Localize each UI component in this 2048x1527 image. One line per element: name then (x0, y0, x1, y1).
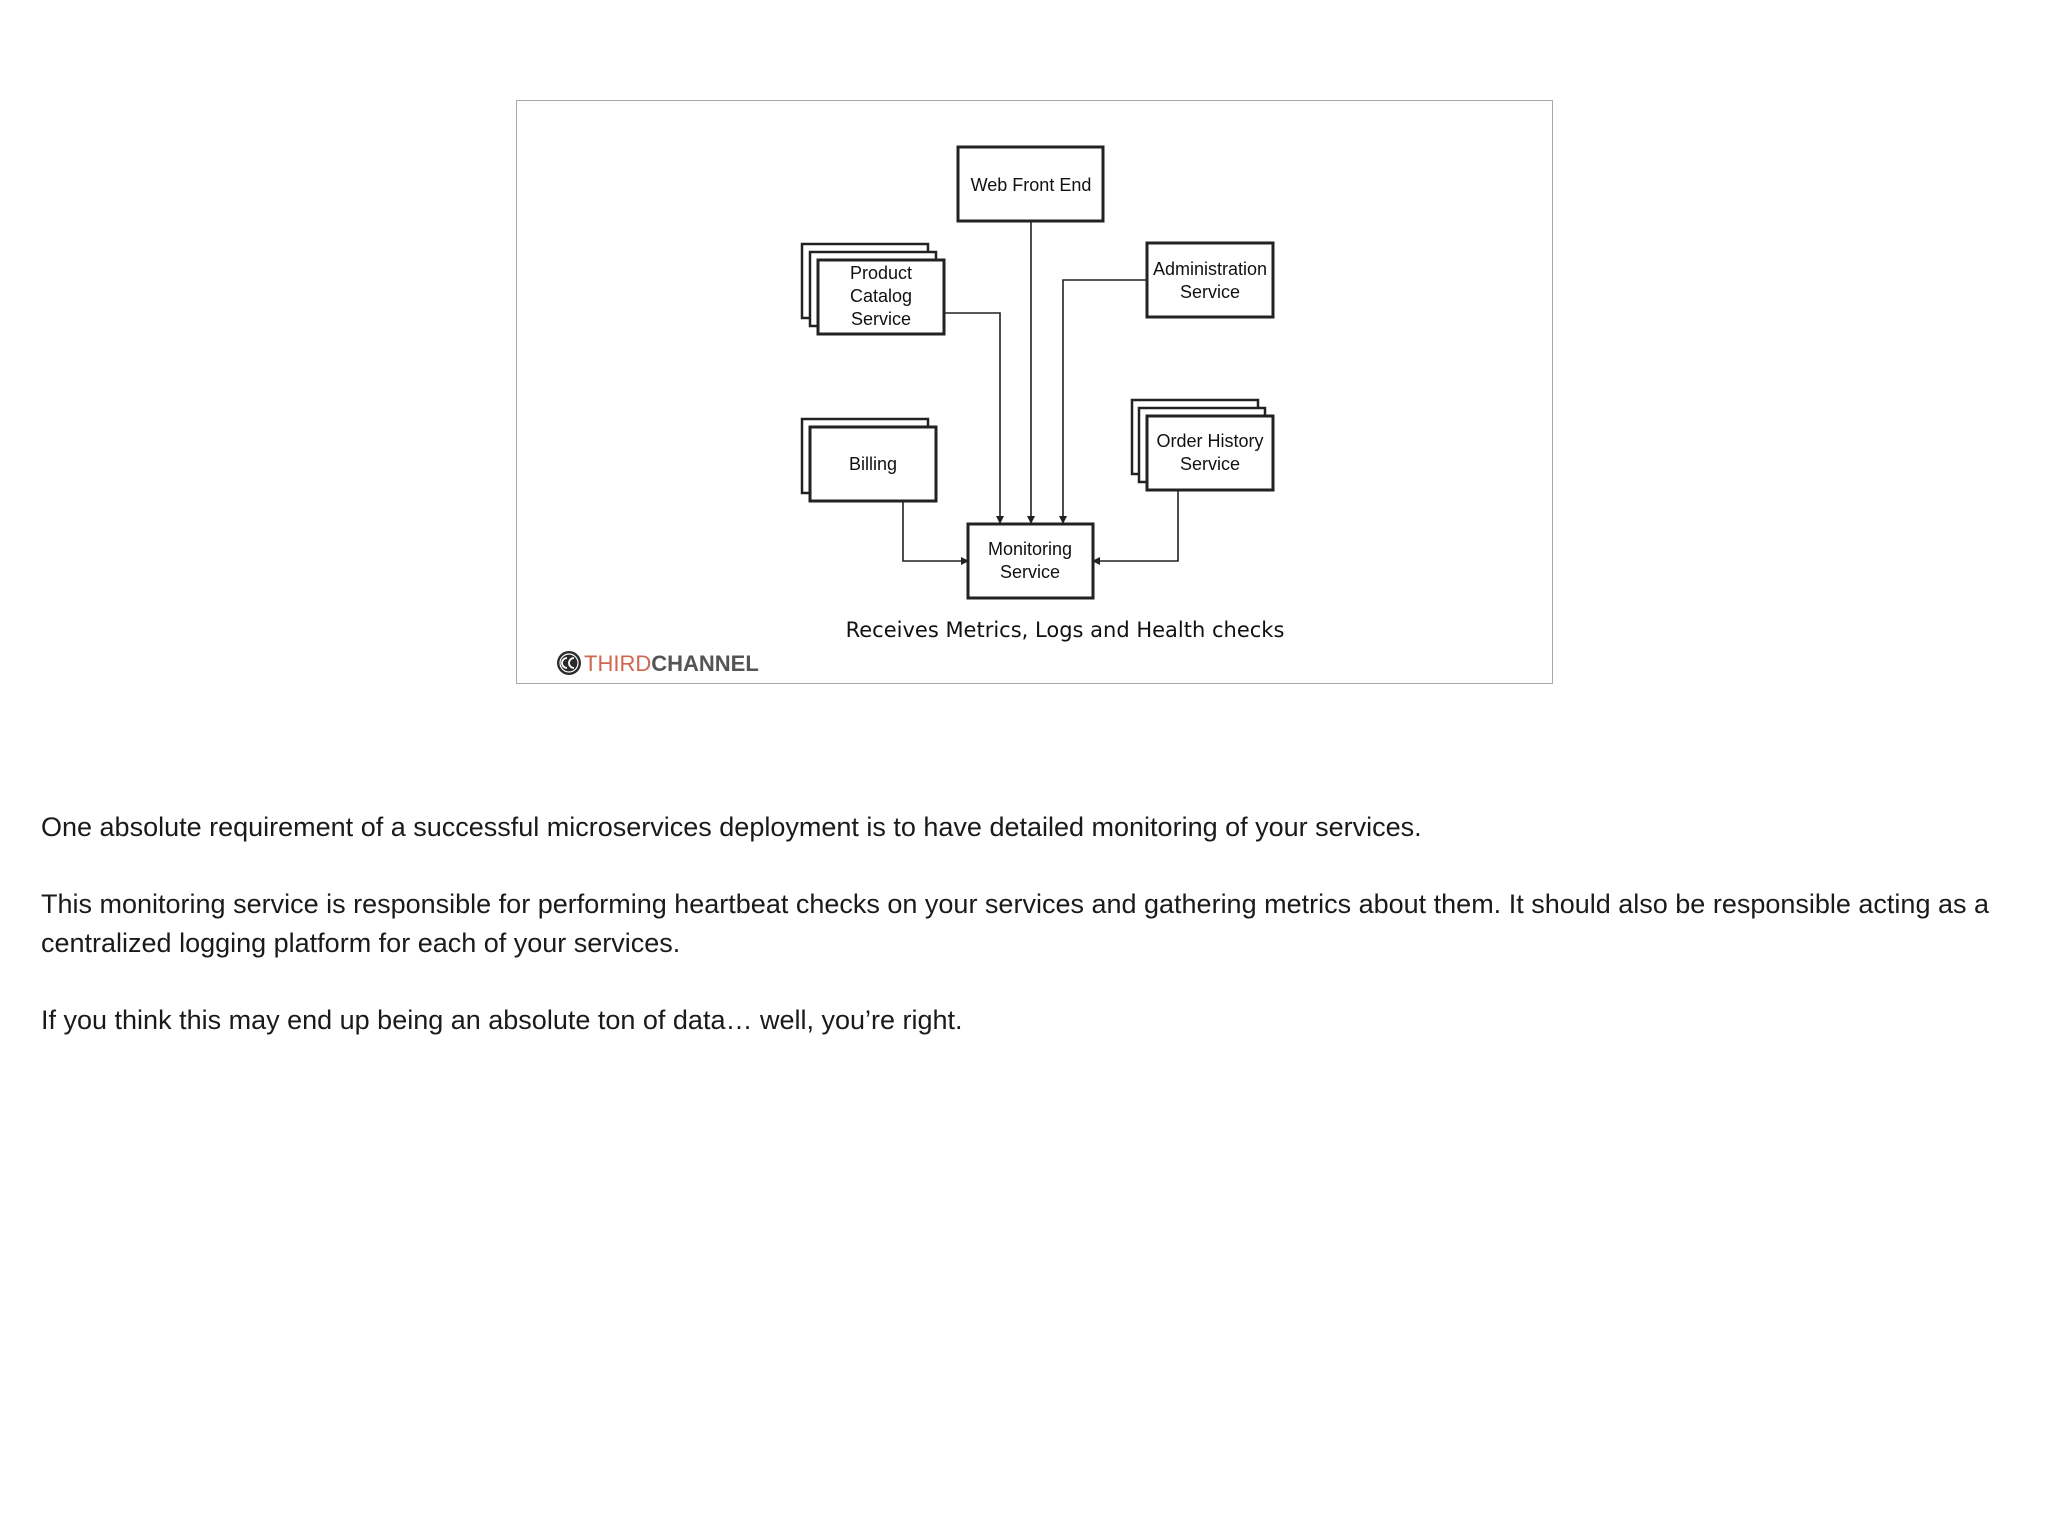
node-label: Product (849, 263, 913, 283)
node-label: Service (999, 562, 1061, 582)
logo-text-third: THIRD (584, 651, 652, 676)
node-order-history-service (1132, 400, 1273, 490)
thirdchannel-logo (557, 651, 759, 676)
node-web-front-end (958, 147, 1103, 221)
node-label: Service (850, 309, 912, 329)
edge-order-history-to-monitoring (1093, 490, 1178, 561)
notes-paragraph: If you think this may end up being an absolute ton of data… well, you’re right. (41, 1005, 963, 1035)
node-label: Order History (1156, 431, 1264, 451)
node-monitoring-service (968, 524, 1093, 598)
node-label: Catalog (849, 286, 913, 306)
node-product-catalog-service (802, 244, 944, 334)
logo-text-channel: CHANNEL (651, 651, 759, 676)
diagram-caption: Receives Metrics, Logs and Health checks (845, 618, 1285, 642)
edge-product-catalog-to-monitoring (944, 313, 1000, 523)
node-label: Monitoring (987, 539, 1073, 559)
node-administration-service (1147, 243, 1273, 317)
speaker-notes (41, 808, 2016, 1078)
logo-mark-icon (557, 651, 581, 675)
node-label: Administration (1152, 259, 1268, 279)
node-label: Web Front End (970, 175, 1092, 195)
edge-billing-to-monitoring (903, 501, 968, 561)
node-label: Service (1179, 454, 1241, 474)
node-billing (802, 419, 936, 501)
slide-frame (516, 100, 1553, 684)
node-label: Service (1179, 282, 1241, 302)
notes-paragraph: One absolute requirement of a successful microservices deployment is to have detailed monitoring of your services. (41, 812, 1422, 842)
notes-paragraph: This monitoring service is responsible for performing heartbeat checks on your services and gathering metrics about them. It should also be responsible acting as a centralized logging platform for each of your services. (41, 889, 1989, 958)
logo-text (584, 651, 759, 676)
node-label: Billing (848, 454, 898, 474)
